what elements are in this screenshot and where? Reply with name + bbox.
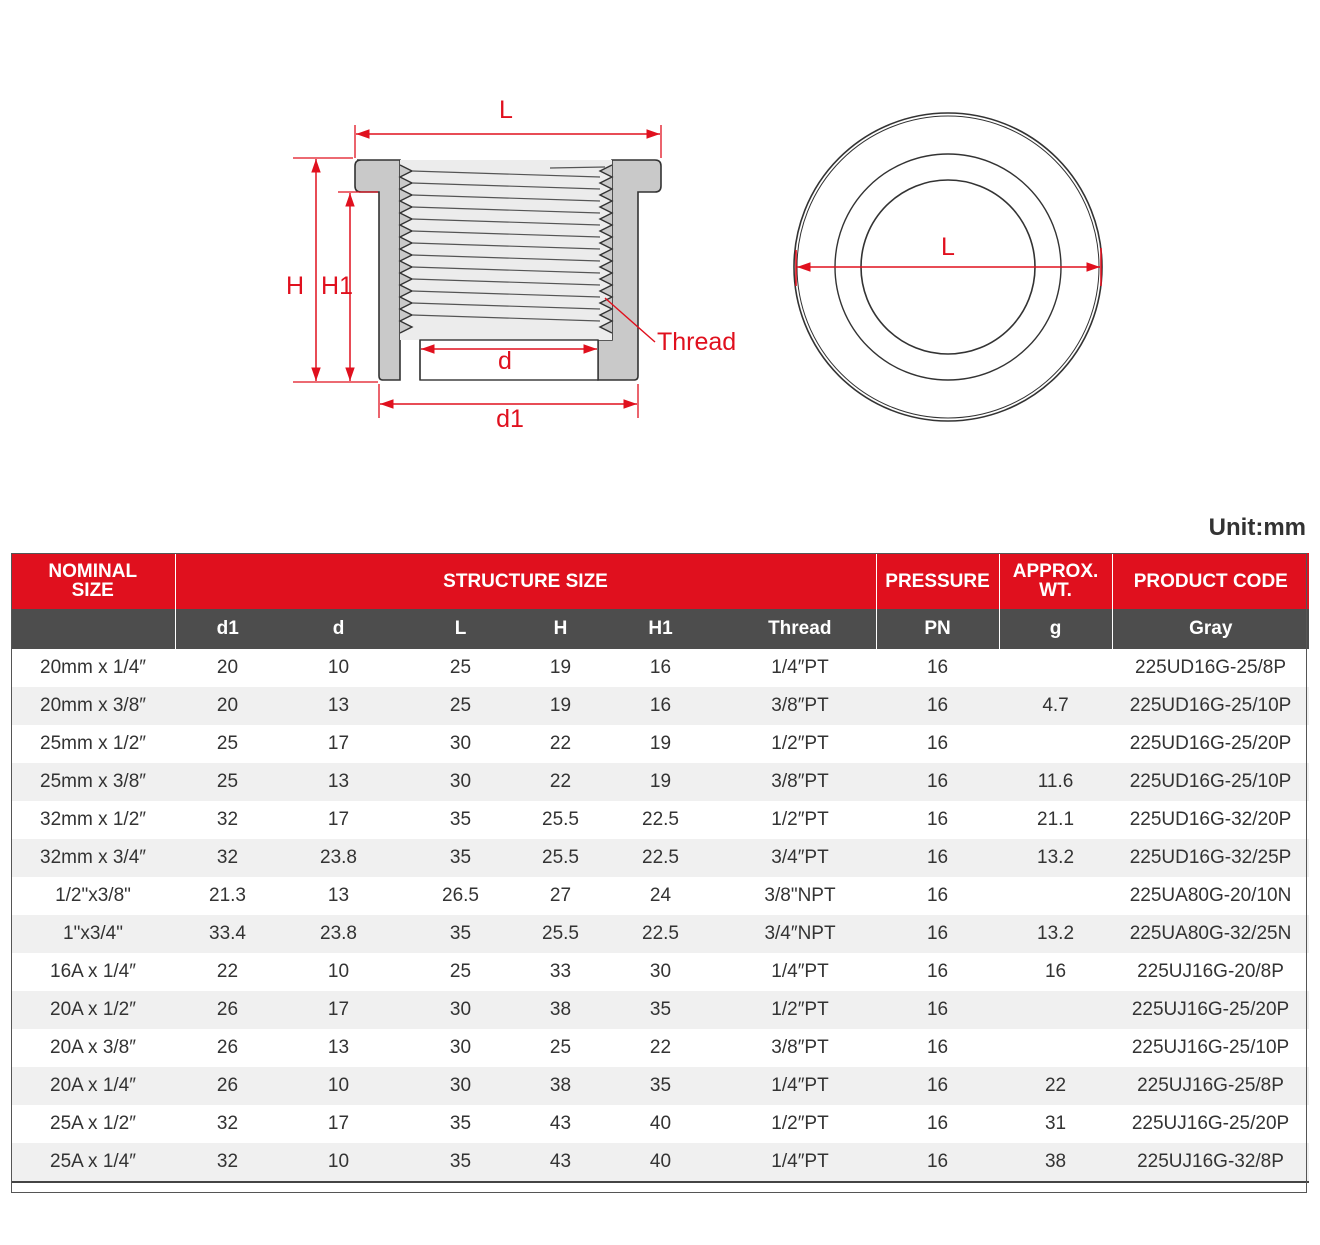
cell-h: 22 xyxy=(524,763,597,801)
cell-h1: 35 xyxy=(597,991,724,1029)
cell-product-code: 225UD16G-32/20P xyxy=(1129,809,1292,830)
cell-pn: 16 xyxy=(876,1143,999,1182)
cell-pn: 16 xyxy=(926,657,949,678)
table-row xyxy=(11,877,1309,915)
cell-d: 10 xyxy=(327,961,350,982)
cell-pn: 16 xyxy=(876,839,999,877)
cell-thread: 3/4″NPT xyxy=(724,915,876,953)
cell-d: 13 xyxy=(327,885,350,906)
cell-pn: 16 xyxy=(876,915,999,953)
cell-product-code: 225UJ16G-32/8P xyxy=(1112,1143,1309,1182)
header-nominal-size: NOMINAL SIZE xyxy=(11,553,175,609)
cell-d1: 22 xyxy=(216,961,239,982)
cell-thread: 3/4″PT xyxy=(724,839,876,877)
table-row xyxy=(11,1029,1309,1067)
cell-h: 25.5 xyxy=(524,839,597,877)
table-row xyxy=(11,649,1309,687)
table-row xyxy=(11,1105,1309,1143)
table-row xyxy=(11,991,1309,1029)
cell-weight xyxy=(999,725,1112,763)
cell-thread: 1/4″PT xyxy=(771,657,829,678)
table-row xyxy=(11,763,1309,801)
cell-h: 19 xyxy=(524,687,597,725)
table-row xyxy=(11,801,1309,839)
cell-weight: 21.1 xyxy=(1037,809,1075,830)
cell-product-code: 225UA80G-20/10N xyxy=(1129,885,1292,906)
cell-thread: 1/2″PT xyxy=(771,809,829,830)
subheader-nominal-size xyxy=(11,609,175,649)
cell-l: 30 xyxy=(397,991,524,1029)
cell-l: 35 xyxy=(397,915,524,953)
table-row xyxy=(11,953,1309,991)
cell-thread: 1/2″PT xyxy=(771,733,829,754)
cell-product-code: 225UJ16G-25/10P xyxy=(1131,1037,1290,1058)
cell-d: 23.8 xyxy=(280,839,397,877)
cell-d: 17 xyxy=(327,733,350,754)
cell-thread: 1/4″PT xyxy=(724,1067,876,1105)
table-row xyxy=(11,839,1309,877)
left-wall xyxy=(355,160,400,380)
cell-pn: 16 xyxy=(876,687,999,725)
cell-d: 10 xyxy=(280,1143,397,1182)
subheader-pn: PN xyxy=(876,609,999,649)
cell-h: 19 xyxy=(549,657,572,678)
cell-pn: 16 xyxy=(926,733,949,754)
cell-d: 17 xyxy=(327,1113,350,1134)
cell-d1: 32 xyxy=(216,1113,239,1134)
cell-d1: 32 xyxy=(175,1143,280,1182)
cell-thread: 1/2″PT xyxy=(771,1113,829,1134)
cell-product-code: 225UJ16G-25/8P xyxy=(1112,1067,1309,1105)
cell-d1: 20 xyxy=(175,687,280,725)
cell-weight: 38 xyxy=(999,1143,1112,1182)
cell-h1: 35 xyxy=(597,1067,724,1105)
cell-d: 13 xyxy=(280,687,397,725)
cell-nominal-size: 20A x 1/2″ xyxy=(11,991,175,1029)
cell-l: 30 xyxy=(449,1037,472,1058)
cell-weight: 11.6 xyxy=(999,763,1112,801)
cell-d1: 26 xyxy=(216,1037,239,1058)
subheader-thread: Thread xyxy=(724,609,876,649)
cell-pn: 16 xyxy=(926,885,949,906)
subheader-g: g xyxy=(999,609,1112,649)
cell-h1: 40 xyxy=(649,1113,672,1134)
cell-d: 10 xyxy=(327,657,350,678)
cell-l: 25 xyxy=(449,961,472,982)
cell-l: 30 xyxy=(397,763,524,801)
cell-l: 30 xyxy=(397,1067,524,1105)
unit-label: Unit:mm xyxy=(1208,514,1306,541)
cell-d: 13 xyxy=(327,1037,350,1058)
cell-h1: 16 xyxy=(649,657,672,678)
cell-h: 25.5 xyxy=(542,809,579,830)
dim-label-d: d xyxy=(498,347,512,375)
cell-nominal-size: 1/2"x3/8" xyxy=(55,885,131,906)
cell-d1: 33.4 xyxy=(175,915,280,953)
cell-d1: 32 xyxy=(216,809,239,830)
cell-pn: 16 xyxy=(876,1067,999,1105)
side-section-view xyxy=(286,96,736,433)
cell-weight xyxy=(999,991,1112,1029)
cell-d1: 32 xyxy=(175,839,280,877)
table-row xyxy=(11,915,1309,953)
subheader-H1: H1 xyxy=(597,609,724,649)
cell-nominal-size: 16A x 1/4″ xyxy=(50,961,136,982)
cell-weight xyxy=(999,649,1112,687)
cell-product-code: 225UA80G-32/25N xyxy=(1112,915,1309,953)
cell-thread: 1/4″PT xyxy=(724,1143,876,1182)
cell-product-code: 225UD16G-25/10P xyxy=(1112,687,1309,725)
cell-h1: 19 xyxy=(597,763,724,801)
cell-l: 35 xyxy=(449,809,472,830)
cell-l: 30 xyxy=(449,733,472,754)
cell-nominal-size: 32mm x 1/2″ xyxy=(40,809,146,830)
cell-thread: 1/2″PT xyxy=(724,991,876,1029)
cell-weight: 22 xyxy=(999,1067,1112,1105)
table-row xyxy=(11,687,1309,725)
cell-h1: 22 xyxy=(649,1037,672,1058)
subheader-d: d xyxy=(280,609,397,649)
cell-nominal-size: 20mm x 3/8″ xyxy=(11,687,175,725)
dim-label-d1: d1 xyxy=(496,405,524,433)
cell-weight xyxy=(999,1029,1112,1067)
cell-nominal-size: 1"x3/4" xyxy=(11,915,175,953)
cell-product-code: 225UJ16G-25/20P xyxy=(1112,991,1309,1029)
cell-pn: 16 xyxy=(876,991,999,1029)
dim-label-H: H xyxy=(285,272,305,300)
cell-pn: 16 xyxy=(926,1037,949,1058)
cell-h: 27 xyxy=(549,885,572,906)
cell-d1: 21.3 xyxy=(209,885,246,906)
cell-d1: 25 xyxy=(175,763,280,801)
header-approx-wt: APPROX. WT. xyxy=(999,553,1112,609)
cell-d: 17 xyxy=(327,809,350,830)
subheader-gray: Gray xyxy=(1112,609,1309,649)
cell-pn: 16 xyxy=(876,763,999,801)
cell-nominal-size: 20A x 3/8″ xyxy=(50,1037,136,1058)
cell-h: 25.5 xyxy=(524,915,597,953)
cell-nominal-size: 20A x 1/4″ xyxy=(11,1067,175,1105)
dim-label-L-end: L xyxy=(941,233,955,261)
cell-pn: 16 xyxy=(926,1113,949,1134)
cell-nominal-size: 20mm x 1/4″ xyxy=(40,657,146,678)
cell-d1: 26 xyxy=(175,1067,280,1105)
cell-h: 43 xyxy=(524,1143,597,1182)
cell-weight: 4.7 xyxy=(999,687,1112,725)
subheader-L: L xyxy=(397,609,524,649)
cell-product-code: 225UD16G-25/10P xyxy=(1112,763,1309,801)
dim-label-H1: H1 xyxy=(321,272,353,300)
cell-pn: 16 xyxy=(926,809,949,830)
dim-label-L: L xyxy=(499,96,513,124)
cell-product-code: 225UD16G-32/25P xyxy=(1112,839,1309,877)
header-product-code: PRODUCT CODE xyxy=(1112,553,1309,609)
table-header-row xyxy=(11,553,1309,609)
cell-product-code: 225UJ16G-20/8P xyxy=(1137,961,1284,982)
cell-h1: 16 xyxy=(597,687,724,725)
cell-h: 38 xyxy=(524,991,597,1029)
subheader-H: H xyxy=(524,609,597,649)
cell-product-code: 225UJ16G-25/20P xyxy=(1131,1113,1290,1134)
cell-h: 22 xyxy=(549,733,572,754)
cell-d: 13 xyxy=(280,763,397,801)
cell-product-code: 225UD16G-25/8P xyxy=(1135,657,1287,678)
cell-h: 33 xyxy=(549,961,572,982)
cell-h1: 22.5 xyxy=(597,839,724,877)
cell-h1: 40 xyxy=(597,1143,724,1182)
end-view xyxy=(794,113,1102,421)
cell-l: 25 xyxy=(397,687,524,725)
cell-pn: 16 xyxy=(926,961,949,982)
cell-weight: 13.2 xyxy=(999,839,1112,877)
cell-nominal-size: 32mm x 3/4″ xyxy=(11,839,175,877)
cell-thread: 3/8"NPT xyxy=(764,885,836,906)
cell-weight: 31 xyxy=(1044,1113,1067,1134)
cell-h1: 30 xyxy=(649,961,672,982)
cell-l: 35 xyxy=(397,1143,524,1182)
cell-nominal-size: 25A x 1/2″ xyxy=(50,1113,136,1134)
header-structure-size: STRUCTURE SIZE xyxy=(175,553,876,609)
cell-d: 23.8 xyxy=(280,915,397,953)
cell-product-code: 225UD16G-25/20P xyxy=(1129,733,1292,754)
technical-drawing xyxy=(0,0,1320,470)
spec-table xyxy=(11,553,1309,1183)
cell-l: 25 xyxy=(449,657,472,678)
cell-h1: 22.5 xyxy=(642,809,679,830)
cell-d1: 26 xyxy=(175,991,280,1029)
dim-label-thread: Thread xyxy=(657,328,737,356)
cell-weight xyxy=(999,877,1112,915)
cell-nominal-size: 25A x 1/4″ xyxy=(11,1143,175,1182)
table-subheader-row xyxy=(11,609,1309,649)
cell-weight: 13.2 xyxy=(999,915,1112,953)
cell-d: 10 xyxy=(280,1067,397,1105)
cell-d: 17 xyxy=(280,991,397,1029)
cell-l: 35 xyxy=(397,839,524,877)
cell-weight: 16 xyxy=(1044,961,1067,982)
cell-h1: 19 xyxy=(649,733,672,754)
cell-h1: 22.5 xyxy=(597,915,724,953)
cell-l: 26.5 xyxy=(442,885,479,906)
cell-l: 35 xyxy=(449,1113,472,1134)
cell-thread: 1/4″PT xyxy=(771,961,829,982)
cell-thread: 3/8″PT xyxy=(724,763,876,801)
cell-h1: 24 xyxy=(649,885,672,906)
cell-thread: 3/8″PT xyxy=(724,687,876,725)
table-row xyxy=(11,1067,1309,1105)
cell-h: 25 xyxy=(549,1037,572,1058)
table-row xyxy=(11,725,1309,763)
cell-d1: 25 xyxy=(216,733,239,754)
cell-d1: 20 xyxy=(216,657,239,678)
cell-nominal-size: 25mm x 3/8″ xyxy=(11,763,175,801)
header-pressure: PRESSURE xyxy=(876,553,999,609)
cell-thread: 3/8″PT xyxy=(771,1037,829,1058)
subheader-d1: d1 xyxy=(175,609,280,649)
cell-h: 43 xyxy=(549,1113,572,1134)
table-row xyxy=(11,1143,1309,1182)
cell-h: 38 xyxy=(524,1067,597,1105)
cell-nominal-size: 25mm x 1/2″ xyxy=(40,733,146,754)
